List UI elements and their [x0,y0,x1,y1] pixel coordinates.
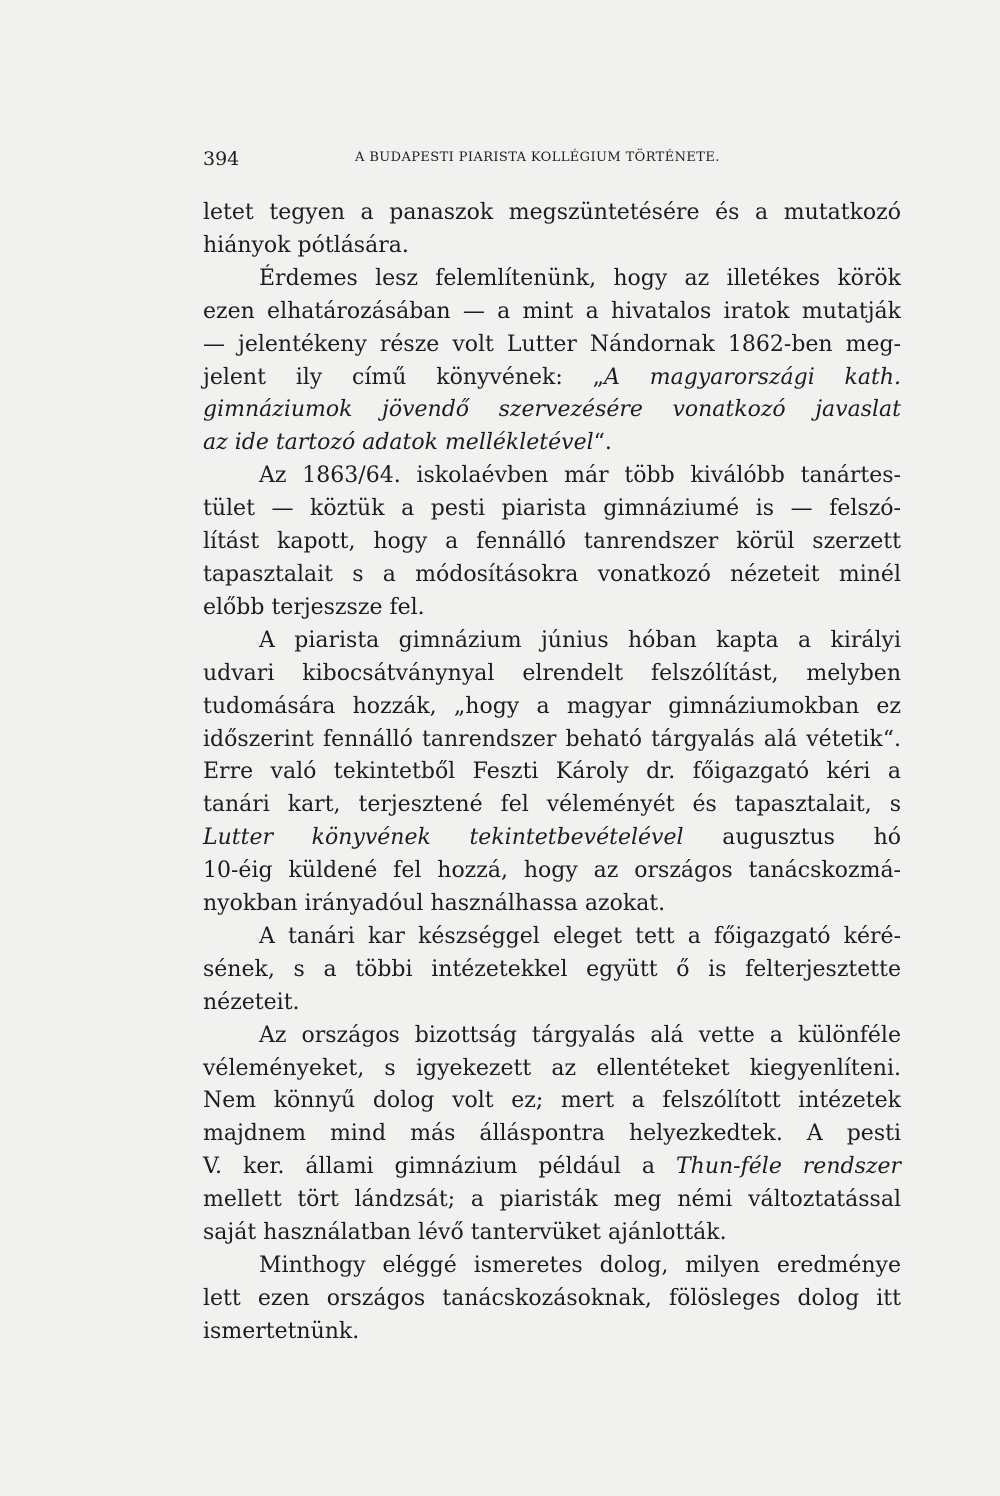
text-line: lett ezen országos tanácskozásoknak, fölösleges dolog itt [203,1285,901,1311]
book-title-italic: az ide tartozó adatok mellékletével [203,430,594,456]
page-number: 394 [203,148,240,170]
book-title-italic: A magyarországi kath. [604,364,902,390]
text-line: hiányok pótlására. [203,232,409,258]
italic-phrase: Lutter könyvének tekintetbevételével [203,825,684,851]
text-line: Minthogy eléggé ismeretes dolog, milyen eredménye [259,1253,901,1278]
text-line: majdnem mind más álláspontra helyezkedtek. A pesti [203,1121,901,1147]
text-line: véleményeket, s igyekezett az ellentéteket kiegyenlíteni. [203,1055,901,1081]
text-run: “. [593,430,612,456]
text-line: tanári kart, terjesztené fel véleményét és tapasztalait, s [203,792,901,818]
text-run: augusztus hó [683,825,901,851]
text-line: Érdemes lesz felemlítenünk, hogy az illetékes körök [259,265,901,291]
text-line: saját használatban lévő tantervüket ajánlották. [203,1220,727,1246]
text-line: Az 1863/64. iskolaévben már több kiválóbb tanártes- [259,463,901,489]
text-line: 10-éig küldené fel hozzá, hogy az országos tanácskozmá- [203,858,901,884]
text-line: időszerint fennálló tanrendszer beható tárgyalás alá vétetik“. [203,726,901,752]
body-text [203,197,901,1349]
page-header [203,148,903,178]
text-line: — jelentékeny része volt Lutter Nándornak 1862-ben meg- [203,331,901,357]
text-line: Nem könnyű dolog volt ez; mert a felszólított intézetek [203,1088,901,1114]
text-line [203,362,901,395]
italic-phrase: Thun-féle rendszer [676,1154,901,1180]
text-line [203,427,901,460]
text-line: nézeteit. [203,989,300,1015]
running-title: A BUDAPESTI PIARISTA KOLLÉGIUM TÖRTÉNETE. [355,150,720,165]
text-line: tudomására hozzák, „hogy a magyar gimnáziumokban ez [203,693,901,719]
text-line: udvari kibocsátványnyal elrendelt felszólítást, melyben [203,660,901,686]
text-line: nyokban irányadóul használhassa azokat. [203,891,666,917]
text-run: V. ker. állami gimnázium például a [203,1154,676,1180]
text-line [203,822,901,855]
text-line: előbb terjeszsze fel. [203,594,425,620]
text-line: tület — köztük a pesti piarista gimnáziumé is — felszó- [203,496,901,522]
text-line: A tanári kar készséggel eleget tett a főigazgató kéré- [259,923,901,949]
text-line: sének, s a többi intézetekkel együtt ő is felterjesztette [203,956,901,982]
text-line: tapasztalait s a módosításokra vonatkozó nézeteit minél [203,561,901,587]
text-line: Az országos bizottság tárgyalás alá vette a különféle [259,1022,901,1048]
text-line: Erre való tekintetből Feszti Károly dr. főigazgató kéri a [203,759,901,785]
text-run: jelent ily című könyvének: „ [203,364,605,390]
text-line: lítást kapott, hogy a fennálló tanrendszer körül szerzett [203,529,901,555]
text-line: A piarista gimnázium június hóban kapta a királyi [259,627,901,653]
text-line [203,1151,901,1184]
text-line: mellett tört lándzsát; a piaristák meg némi változtatással [203,1187,901,1213]
text-line: ezen elhatározásában — a mint a hivatalos iratok mutatják [203,298,901,324]
text-line: letet tegyen a panaszok megszüntetésére és a mutatkozó [203,200,901,225]
text-line: ismertetnünk. [203,1318,360,1344]
text-line: gimnáziumok jövendő szervezésére vonatkozó javaslat [203,397,901,423]
